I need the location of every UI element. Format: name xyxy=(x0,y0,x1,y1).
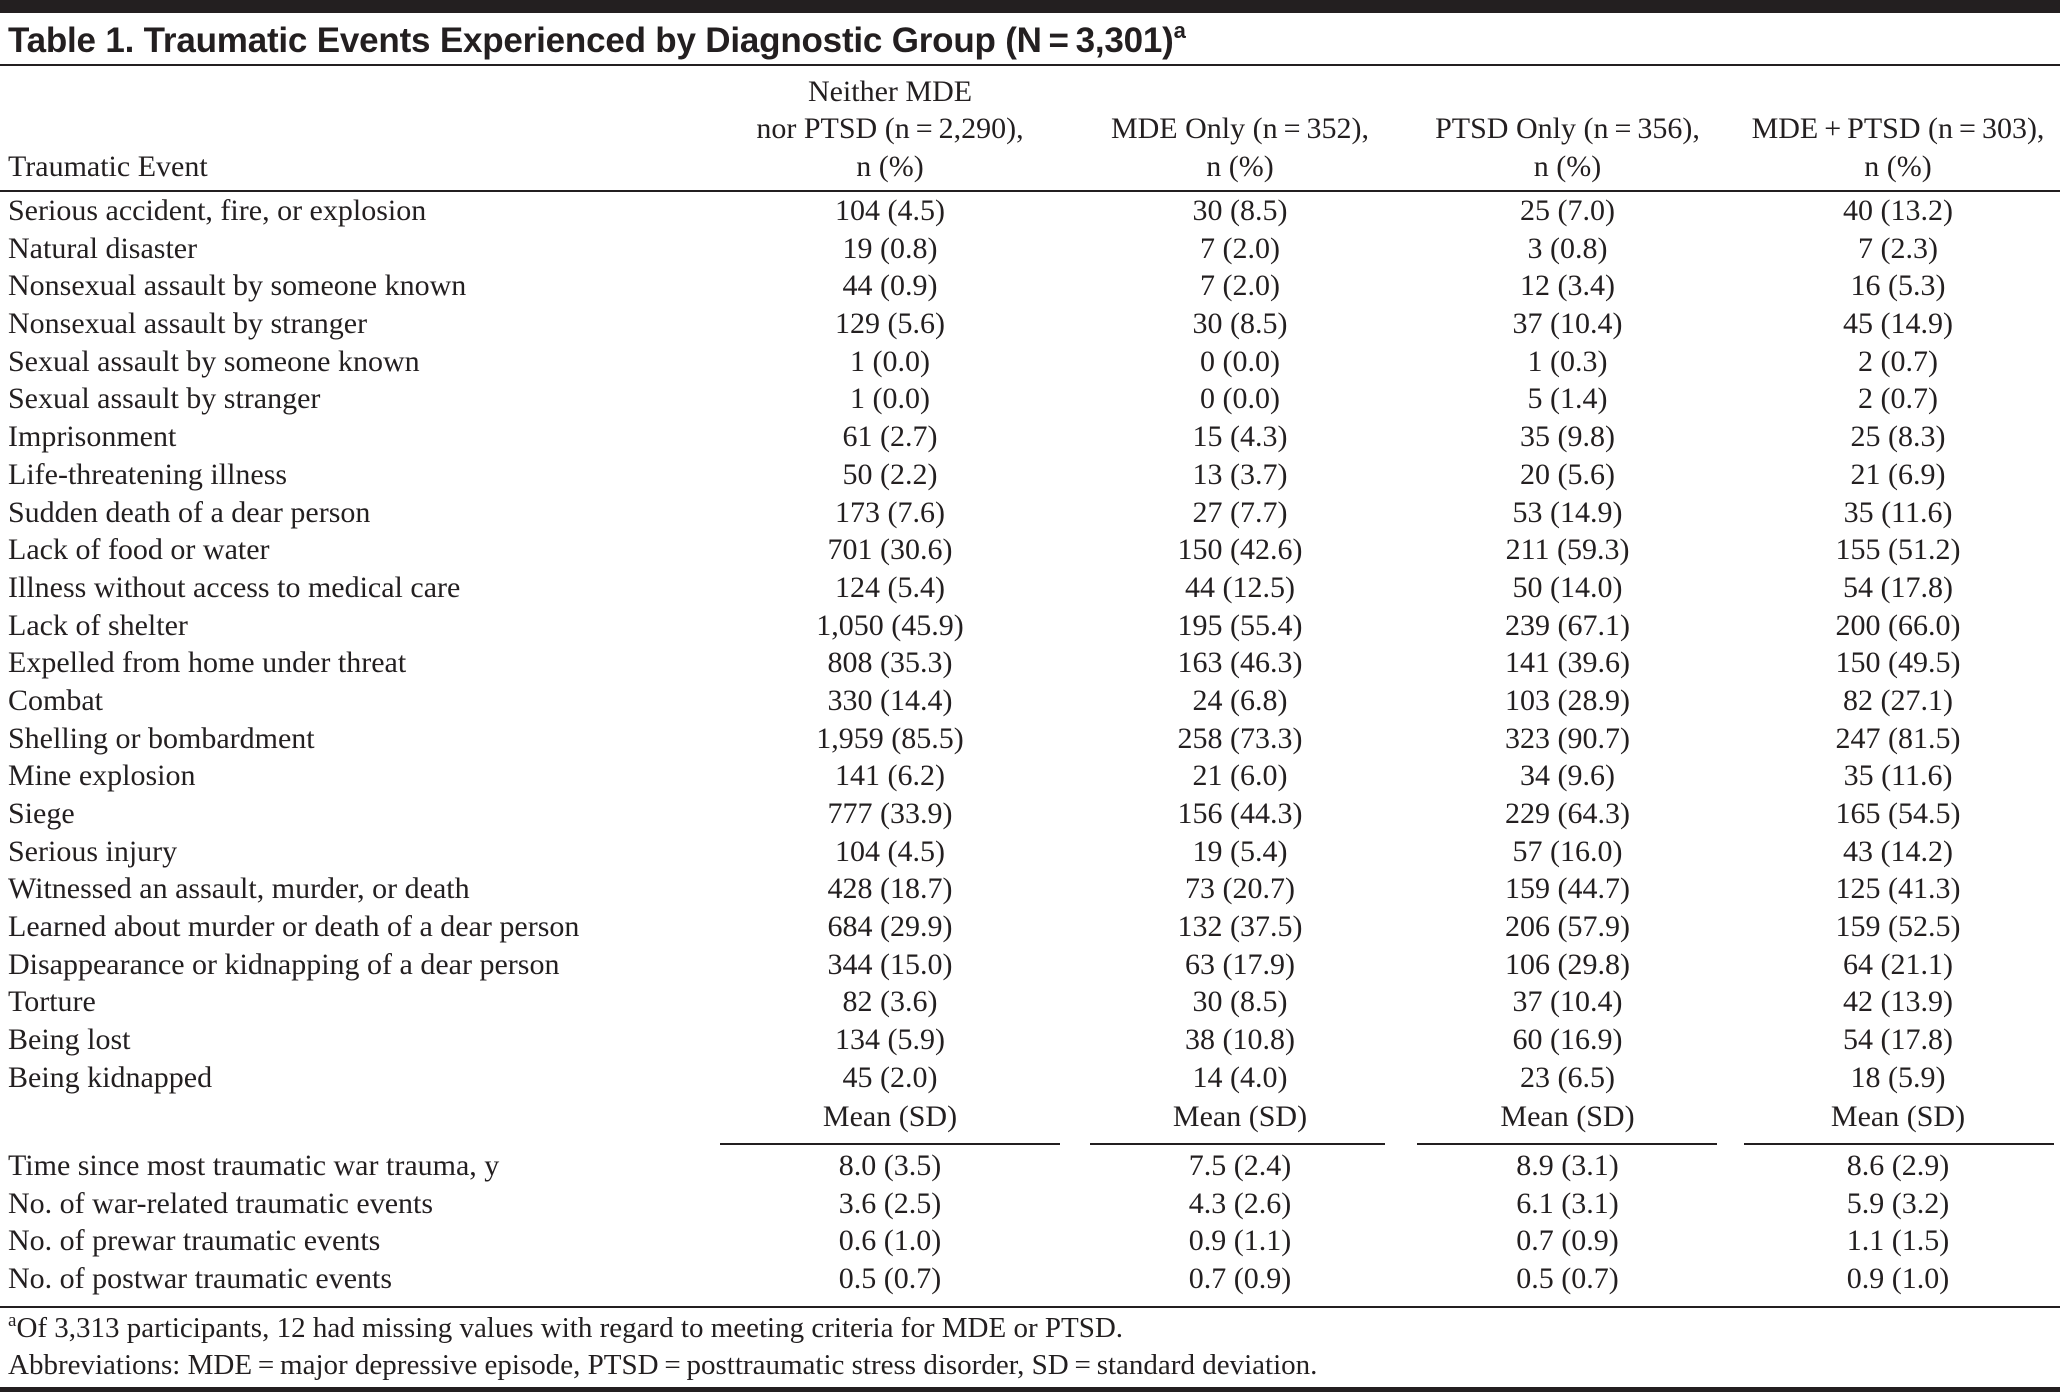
table-cell: 5 (1.4) xyxy=(1527,382,1608,416)
table-cell: 124 (5.4) xyxy=(835,570,945,604)
table-cell: 0 (0.0) xyxy=(1200,344,1280,378)
row-label: No. of prewar traumatic events xyxy=(8,1224,381,1258)
table-cell: 3.6 (2.5) xyxy=(838,1186,942,1220)
column-header-line: PTSD Only (n = 356), xyxy=(1435,112,1700,145)
table-cell: 54 (17.8) xyxy=(1843,1023,1953,1057)
row-label: Expelled from home under threat xyxy=(8,646,407,680)
table-row xyxy=(0,983,2060,1021)
table-cell: 30 (8.5) xyxy=(1192,194,1288,227)
table-cell: 159 (52.5) xyxy=(1835,910,1961,944)
top-rule xyxy=(0,0,2060,13)
table-cell: 7.5 (2.4) xyxy=(1188,1149,1292,1182)
footnote-a xyxy=(8,1310,1123,1347)
table-row xyxy=(0,795,2060,833)
table-cell: 156 (44.3) xyxy=(1177,797,1303,830)
table-cell: 247 (81.5) xyxy=(1835,721,1961,755)
table-cell: 38 (10.8) xyxy=(1185,1023,1295,1057)
row-label: Time since most traumatic war trauma, y xyxy=(8,1149,500,1182)
table-cell: 24 (6.8) xyxy=(1192,683,1288,717)
table-cell: 150 (42.6) xyxy=(1177,533,1303,567)
footnote-abbreviations: Abbreviations: MDE = major depressive episode, PTSD = posttraumatic stress disorder, SD = standard deviation. xyxy=(8,1349,1318,1381)
table-cell: 27 (7.7) xyxy=(1192,495,1288,529)
table-cell: 45 (2.0) xyxy=(842,1060,938,1094)
table-cell: 428 (18.7) xyxy=(827,872,953,906)
table-title-text: Table 1. Traumatic Events Experienced by Diagnostic Group (N = 3,301) xyxy=(8,21,1174,60)
table-row xyxy=(0,1185,2060,1223)
table-cell: 0.9 (1.0) xyxy=(1846,1262,1950,1296)
title-rule xyxy=(0,64,2060,66)
table-cell: 103 (28.9) xyxy=(1505,683,1630,717)
table-cell: 14 (4.0) xyxy=(1192,1060,1288,1094)
table-row xyxy=(0,418,2060,456)
table-row xyxy=(0,192,2060,230)
table-cell: 141 (39.6) xyxy=(1505,646,1630,680)
table-cell: 30 (8.5) xyxy=(1192,985,1288,1019)
table-body-means xyxy=(0,1147,2060,1298)
table-row xyxy=(0,267,2060,305)
table-row xyxy=(0,682,2060,720)
table-cell: 30 (8.5) xyxy=(1192,307,1288,341)
row-label: Serious accident, fire, or explosion xyxy=(8,194,427,227)
table-row xyxy=(0,644,2060,682)
table-cell: 150 (49.5) xyxy=(1835,646,1961,680)
subheader-rule xyxy=(1090,1143,1385,1145)
table-cell: 8.6 (2.9) xyxy=(1846,1149,1950,1182)
table-cell: 0.5 (0.7) xyxy=(1516,1262,1619,1296)
footer-rule xyxy=(0,1306,2060,1308)
column-header-line: n (%) xyxy=(1533,149,1602,183)
table-row xyxy=(0,908,2060,946)
table-cell: 125 (41.3) xyxy=(1835,872,1961,906)
row-label: Nonsexual assault by stranger xyxy=(8,307,368,341)
table-cell: 37 (10.4) xyxy=(1512,985,1623,1019)
row-label: Siege xyxy=(8,797,75,830)
table-cell: 35 (11.6) xyxy=(1843,759,1953,793)
table-cell: 701 (30.6) xyxy=(827,533,953,567)
table-cell: 104 (4.5) xyxy=(835,834,945,868)
table-cell: 4.3 (2.6) xyxy=(1188,1186,1292,1220)
table-cell: 344 (15.0) xyxy=(827,947,953,981)
row-label: Learned about murder or death of a dear person xyxy=(8,910,580,944)
table-cell: 141 (6.2) xyxy=(835,759,945,793)
table-cell: 23 (6.5) xyxy=(1520,1060,1615,1094)
table-cell: 44 (12.5) xyxy=(1185,570,1295,604)
table-row xyxy=(0,494,2060,532)
column-header-line: MDE + PTSD (n = 303), xyxy=(1751,112,2045,145)
row-label: Life-threatening illness xyxy=(8,457,288,491)
row-label: Sexual assault by someone known xyxy=(8,344,420,378)
table-row xyxy=(0,305,2060,343)
table-cell: 134 (5.9) xyxy=(835,1023,945,1057)
table-cell: 53 (14.9) xyxy=(1512,495,1623,529)
table-cell: 159 (44.7) xyxy=(1505,872,1630,906)
row-label: Sudden death of a dear person xyxy=(8,495,371,529)
table-cell: 25 (7.0) xyxy=(1520,194,1615,227)
table-cell: 8.9 (3.1) xyxy=(1516,1149,1619,1182)
footnote-a-text: Of 3,313 participants, 12 had missing values with regard to meeting criteria for MDE or PTSD. xyxy=(16,1312,1124,1344)
table-cell: 7 (2.0) xyxy=(1200,269,1280,303)
row-label: Shelling or bombardment xyxy=(8,721,315,755)
table-cell: 16 (5.3) xyxy=(1850,269,1946,303)
table-cell: 7 (2.3) xyxy=(1858,231,1938,265)
subheader-mean-sd: Mean (SD) xyxy=(1172,1100,1308,1133)
footnote-marker: a xyxy=(8,1310,17,1331)
column-header-line: nor PTSD (n = 2,290), xyxy=(756,112,1024,145)
column-header-line: n (%) xyxy=(1206,149,1274,183)
table-cell: 195 (55.4) xyxy=(1177,608,1303,642)
table-cell: 0.6 (1.0) xyxy=(838,1224,942,1258)
column-header-mde-ptsd xyxy=(1742,70,2054,185)
table-cell: 6.1 (3.1) xyxy=(1516,1186,1619,1220)
subheader-rule xyxy=(720,1143,1060,1145)
row-label: Natural disaster xyxy=(8,231,198,265)
table-cell: 82 (27.1) xyxy=(1843,683,1953,717)
table-cell: 57 (16.0) xyxy=(1512,834,1623,868)
subheader-rule xyxy=(1744,1143,2054,1145)
table-cell: 0.9 (1.1) xyxy=(1188,1224,1292,1258)
table-row xyxy=(0,870,2060,908)
column-header-line: n (%) xyxy=(1864,149,1932,183)
table-cell: 73 (20.7) xyxy=(1185,872,1295,906)
table-row xyxy=(0,946,2060,984)
table-cell: 61 (2.7) xyxy=(842,420,938,454)
table-cell: 8.0 (3.5) xyxy=(838,1149,942,1182)
row-label: Lack of shelter xyxy=(8,608,188,642)
table-cell: 64 (21.1) xyxy=(1843,947,1953,981)
row-label: Being lost xyxy=(8,1023,131,1057)
table-cell: 808 (35.3) xyxy=(827,646,953,680)
table-cell: 258 (73.3) xyxy=(1177,721,1303,755)
table-cell: 15 (4.3) xyxy=(1192,420,1288,454)
row-label: Combat xyxy=(8,683,103,717)
table-cell: 21 (6.0) xyxy=(1192,759,1288,793)
table-row xyxy=(0,456,2060,494)
table-cell: 239 (67.1) xyxy=(1505,608,1630,642)
table-cell: 13 (3.7) xyxy=(1192,457,1288,491)
row-label: Disappearance or kidnapping of a dear person xyxy=(8,947,560,981)
table-cell: 50 (2.2) xyxy=(842,457,938,491)
table-cell: 25 (8.3) xyxy=(1850,420,1946,454)
table-cell: 35 (11.6) xyxy=(1843,495,1953,529)
table-cell: 0 (0.0) xyxy=(1200,382,1280,416)
table-cell: 7 (2.0) xyxy=(1200,231,1280,265)
table-cell: 1,050 (45.9) xyxy=(816,608,964,642)
table-cell: 60 (16.9) xyxy=(1512,1023,1623,1057)
table-cell: 1 (0.3) xyxy=(1527,344,1608,378)
table-row xyxy=(0,343,2060,381)
table-row xyxy=(0,1021,2060,1059)
column-header-line: Traumatic Event xyxy=(8,149,208,183)
table-row xyxy=(0,720,2060,758)
table-cell: 50 (14.0) xyxy=(1512,570,1623,604)
table-cell: 1,959 (85.5) xyxy=(816,721,964,755)
table-cell: 229 (64.3) xyxy=(1505,797,1630,830)
row-label: Lack of food or water xyxy=(8,533,270,567)
column-header-mde-only xyxy=(1090,70,1390,185)
table-cell: 45 (14.9) xyxy=(1843,307,1953,341)
table-cell: 19 (0.8) xyxy=(842,231,938,265)
table-cell: 211 (59.3) xyxy=(1505,533,1630,567)
subheader-mean-sd: Mean (SD) xyxy=(822,1100,958,1133)
row-label: Witnessed an assault, murder, or death xyxy=(8,872,470,906)
column-header-neither xyxy=(720,70,1060,185)
table-cell: 330 (14.4) xyxy=(827,683,953,717)
row-label: No. of war-related traumatic events xyxy=(8,1186,434,1220)
table-cell: 0.5 (0.7) xyxy=(838,1262,942,1296)
table-cell: 35 (9.8) xyxy=(1520,420,1615,454)
row-label: Being kidnapped xyxy=(8,1060,213,1094)
table-cell: 777 (33.9) xyxy=(827,797,953,830)
table-cell: 1 (0.0) xyxy=(850,382,930,416)
row-label: Imprisonment xyxy=(8,420,177,454)
table-cell: 44 (0.9) xyxy=(842,269,938,303)
table-cell: 12 (3.4) xyxy=(1520,269,1615,303)
column-header-line: n (%) xyxy=(856,149,924,183)
table-cell: 129 (5.6) xyxy=(835,307,945,341)
table-cell: 155 (51.2) xyxy=(1835,533,1961,567)
table-row xyxy=(0,380,2060,418)
subheader-rule xyxy=(1417,1143,1717,1145)
table-cell: 1 (0.0) xyxy=(850,344,930,378)
table-row xyxy=(0,833,2060,871)
table-cell: 82 (3.6) xyxy=(842,985,938,1019)
table-cell: 3 (0.8) xyxy=(1527,231,1608,265)
table-cell: 163 (46.3) xyxy=(1177,646,1303,680)
bottom-rule xyxy=(0,1387,2060,1392)
title-footnote-marker: a xyxy=(1173,18,1186,43)
table-cell: 20 (5.6) xyxy=(1520,457,1615,491)
row-label: Mine explosion xyxy=(8,759,196,793)
table-cell: 18 (5.9) xyxy=(1850,1060,1946,1094)
table-row xyxy=(0,1059,2060,1097)
table-row xyxy=(0,569,2060,607)
table-cell: 42 (13.9) xyxy=(1843,985,1953,1019)
column-header-line: Neither MDE xyxy=(807,74,973,108)
table-cell: 43 (14.2) xyxy=(1843,834,1953,868)
table-cell: 206 (57.9) xyxy=(1505,910,1630,944)
table-cell: 34 (9.6) xyxy=(1520,759,1615,793)
table-cell: 40 (13.2) xyxy=(1843,194,1953,227)
table-cell: 173 (7.6) xyxy=(835,495,945,529)
table-row xyxy=(0,531,2060,569)
column-header-ptsd-only xyxy=(1415,70,1720,185)
table-cell: 21 (6.9) xyxy=(1850,457,1946,491)
table-cell: 684 (29.9) xyxy=(827,910,953,944)
table-row xyxy=(0,607,2060,645)
table-cell: 0.7 (0.9) xyxy=(1516,1224,1619,1258)
subheader-mean-sd: Mean (SD) xyxy=(1830,1100,1966,1133)
table-cell: 2 (0.7) xyxy=(1858,344,1938,378)
table-cell: 2 (0.7) xyxy=(1858,382,1938,416)
table-body xyxy=(0,192,2060,1097)
row-label: Torture xyxy=(8,985,96,1019)
row-label: Illness without access to medical care xyxy=(8,570,461,604)
table-title xyxy=(8,18,1186,64)
column-header-line: MDE Only (n = 352), xyxy=(1110,112,1370,145)
column-header-event xyxy=(8,70,508,185)
table-cell: 37 (10.4) xyxy=(1512,307,1623,341)
table-cell: 200 (66.0) xyxy=(1835,608,1961,642)
table-row xyxy=(0,1147,2060,1185)
table-cell: 63 (17.9) xyxy=(1185,947,1295,981)
table-cell: 5.9 (3.2) xyxy=(1846,1186,1950,1220)
row-label: No. of postwar traumatic events xyxy=(8,1262,393,1296)
row-label: Serious injury xyxy=(8,834,178,868)
table-cell: 1.1 (1.5) xyxy=(1846,1224,1950,1258)
table-cell: 54 (17.8) xyxy=(1843,570,1953,604)
table-cell: 106 (29.8) xyxy=(1505,947,1630,981)
table-cell: 132 (37.5) xyxy=(1177,910,1303,944)
table-cell: 165 (54.5) xyxy=(1835,797,1961,830)
subheader-mean-sd: Mean (SD) xyxy=(1500,1100,1635,1133)
table-row xyxy=(0,757,2060,795)
table-cell: 0.7 (0.9) xyxy=(1188,1262,1292,1296)
row-label: Nonsexual assault by someone known xyxy=(8,269,467,303)
table-row xyxy=(0,1222,2060,1260)
table-cell: 19 (5.4) xyxy=(1192,834,1288,868)
table-row xyxy=(0,230,2060,268)
table-cell: 323 (90.7) xyxy=(1505,721,1630,755)
table-row xyxy=(0,1260,2060,1298)
table-cell: 104 (4.5) xyxy=(835,194,945,227)
row-label: Sexual assault by stranger xyxy=(8,382,321,416)
